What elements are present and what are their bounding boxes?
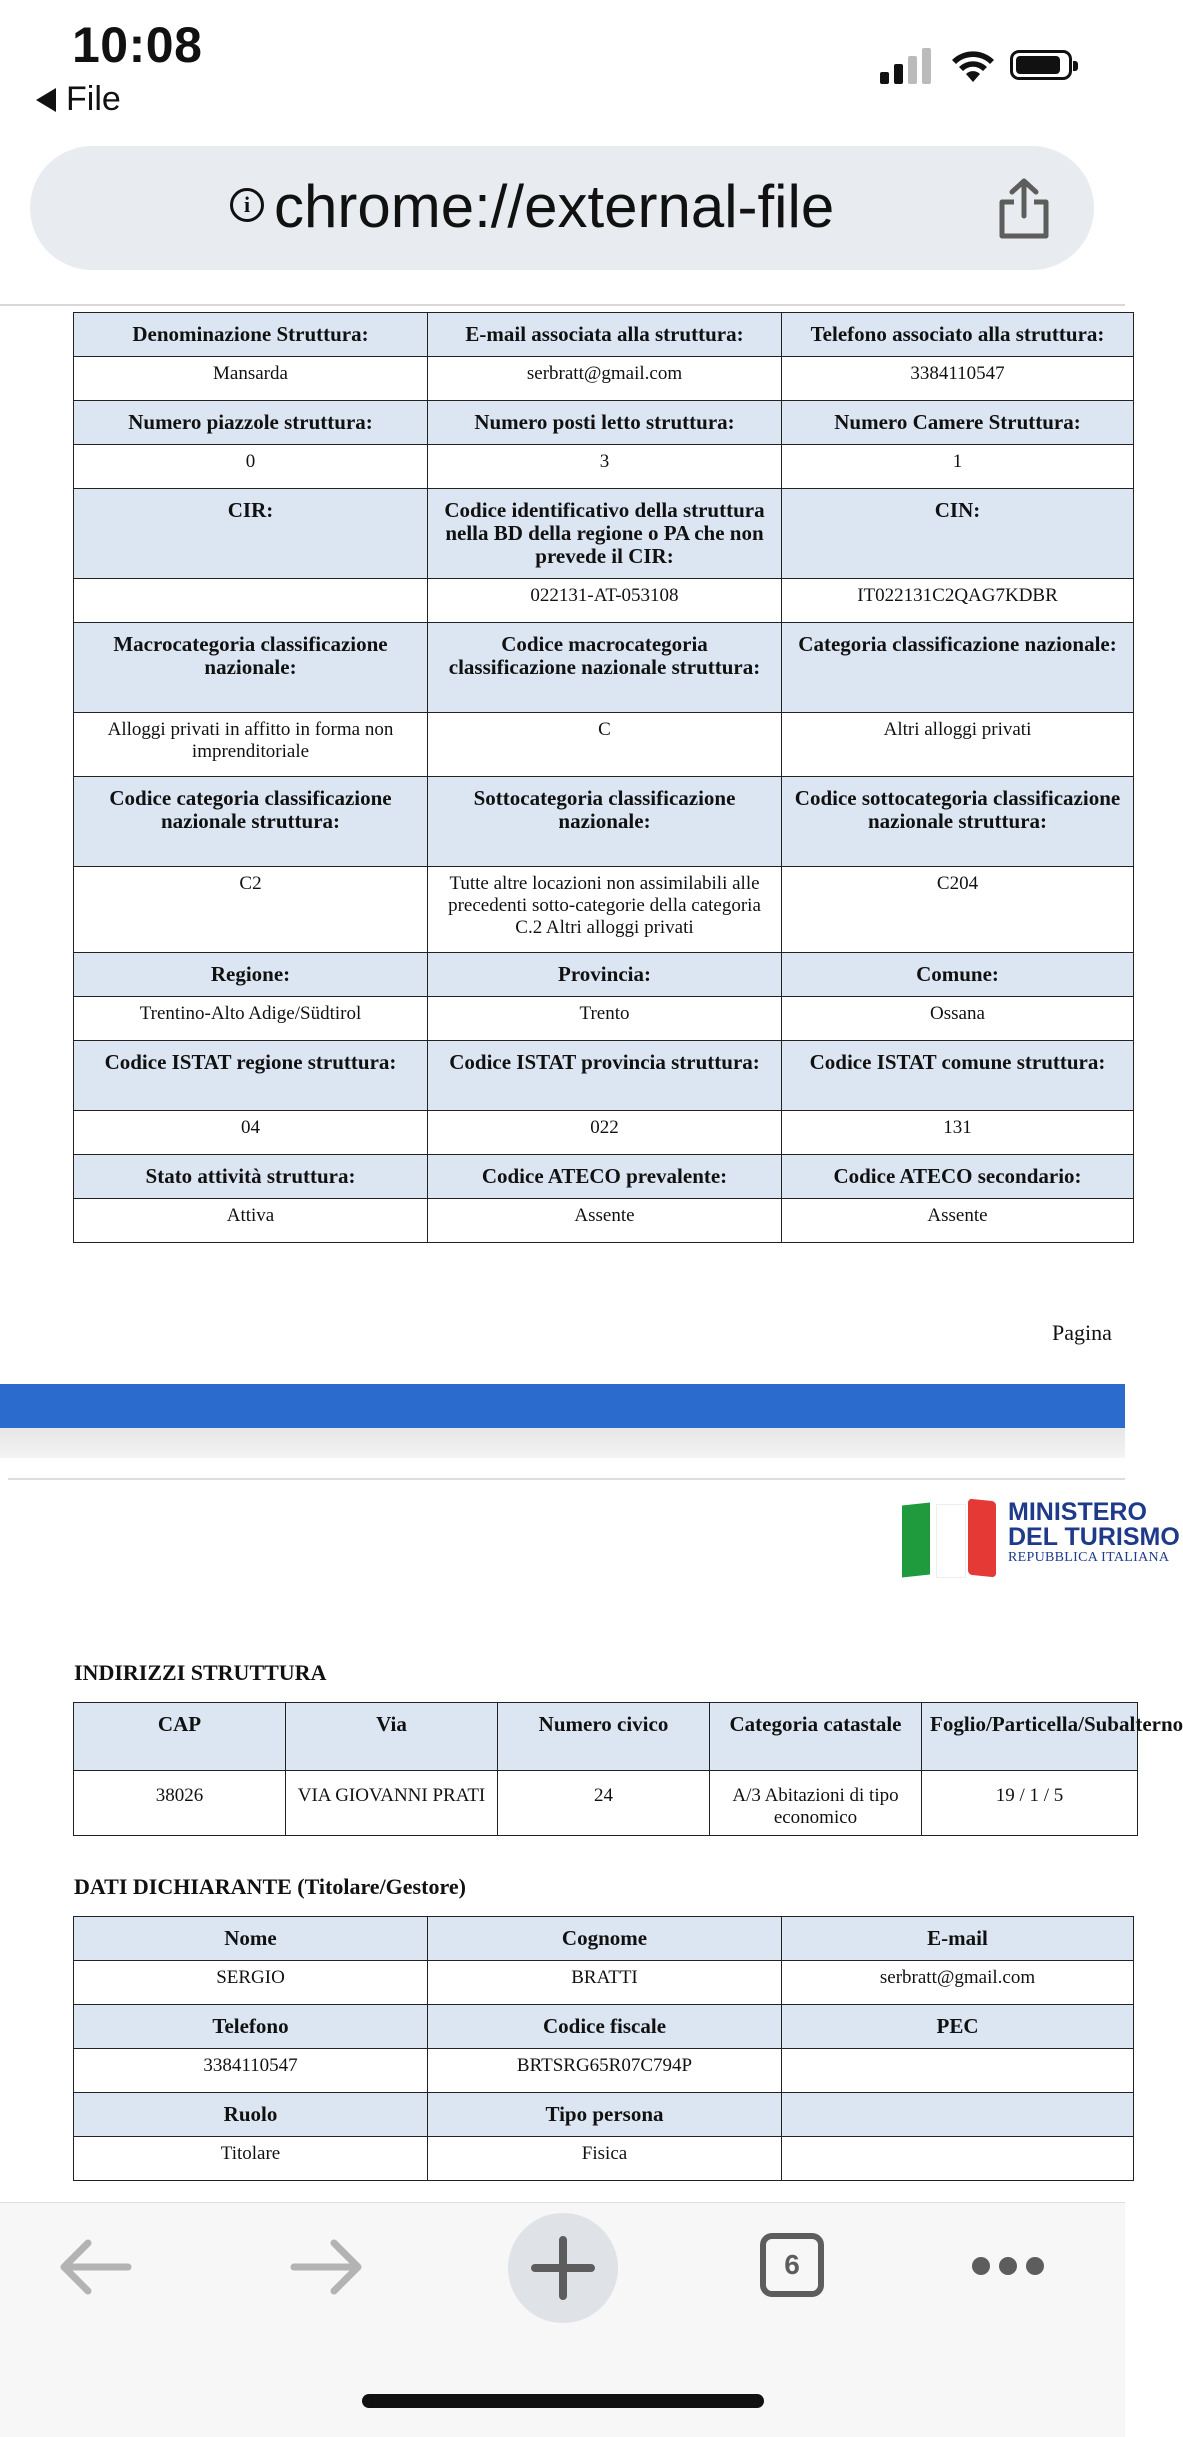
- address-cell: 24: [498, 1771, 710, 1836]
- table-cell: 0: [74, 445, 428, 489]
- address-header-cell: Foglio/Particella/Subalterno: [922, 1703, 1138, 1771]
- address-cell: 19 / 1 / 5: [922, 1771, 1138, 1836]
- table-cell: Fisica: [428, 2137, 782, 2181]
- table-header-cell: Regione:: [74, 953, 428, 997]
- table-header-cell: Codice ATECO prevalente:: [428, 1155, 782, 1199]
- plus-icon: [508, 2213, 618, 2323]
- table-cell: [782, 2137, 1134, 2181]
- address-header-cell: Categoria catastale: [710, 1703, 922, 1771]
- table-header-cell: Codice macrocategoria classificazione nazionale struttura:: [428, 623, 782, 713]
- table-header-row: [74, 2093, 1134, 2137]
- table-row: [74, 445, 1134, 489]
- table-cell: 022: [428, 1111, 782, 1155]
- table-header-cell: Macrocategoria classificazione nazionale:: [74, 623, 428, 713]
- table-cell: SERGIO: [74, 1961, 428, 2005]
- table-cell: Mansarda: [74, 357, 428, 401]
- table-cell: Trento: [428, 997, 782, 1041]
- table-cell: 3384110547: [782, 357, 1134, 401]
- italian-flag-logo: [902, 1498, 1002, 1578]
- wifi-icon: [950, 48, 996, 84]
- more-icon[interactable]: [970, 2255, 1046, 2277]
- table-header-cell: PEC: [782, 2005, 1134, 2049]
- address-cell: 38026: [74, 1771, 286, 1836]
- address-header-cell: CAP: [74, 1703, 286, 1771]
- address-bar[interactable]: [30, 146, 1094, 270]
- table-header-row: [74, 1041, 1134, 1111]
- table-cell: Attiva: [74, 1199, 428, 1243]
- page-number-label: Pagina: [1052, 1320, 1112, 1345]
- pdf-viewer[interactable]: [0, 304, 1183, 2202]
- table-row: [74, 997, 1134, 1041]
- table-header-cell: Cognome: [428, 1917, 782, 1961]
- table-header-cell: Ruolo: [74, 2093, 428, 2137]
- table-row: [74, 1111, 1134, 1155]
- table-cell: [782, 2049, 1134, 2093]
- table-cell: Trentino-Alto Adige/Südtirol: [74, 997, 428, 1041]
- table-header-row: [74, 2005, 1134, 2049]
- table-cell: Assente: [782, 1199, 1134, 1243]
- declarant-title: DATI DICHIARANTE (Titolare/Gestore): [74, 1874, 466, 1899]
- table-cell: 04: [74, 1111, 428, 1155]
- table-header-cell: Denominazione Struttura:: [74, 313, 428, 357]
- home-indicator[interactable]: [362, 2394, 764, 2408]
- table-cell: C204: [782, 867, 1134, 953]
- table-row: [74, 2049, 1134, 2093]
- table-header-cell: Comune:: [782, 953, 1134, 997]
- table-cell: Altri alloggi privati: [782, 713, 1134, 777]
- table-cell: Ossana: [782, 997, 1134, 1041]
- table-header-cell: Telefono associato alla struttura:: [782, 313, 1134, 357]
- logo-line-1: MINISTERO: [1008, 1498, 1147, 1526]
- table-row: [74, 579, 1134, 623]
- table-header-cell: CIR:: [74, 489, 428, 579]
- table-header-cell: E-mail associata alla struttura:: [428, 313, 782, 357]
- status-time: 10:08: [72, 17, 203, 73]
- table-cell: serbratt@gmail.com: [428, 357, 782, 401]
- table-header-cell: E-mail: [782, 1917, 1134, 1961]
- back-triangle-icon: [36, 88, 56, 112]
- table-cell: [74, 579, 428, 623]
- table-header-cell: [782, 2093, 1134, 2137]
- table-header-cell: Tipo persona: [428, 2093, 782, 2137]
- page-separator-bar: [0, 1384, 1125, 1428]
- table-header-cell: Codice sottocategoria classificazione nazionale struttura:: [782, 777, 1134, 867]
- back-to-app-button[interactable]: [36, 80, 121, 119]
- table-header-cell: Nome: [74, 1917, 428, 1961]
- address-header-cell: Numero civico: [498, 1703, 710, 1771]
- table-cell: 022131-AT-053108: [428, 579, 782, 623]
- table-header-cell: Provincia:: [428, 953, 782, 997]
- url-text[interactable]: chrome://external-file: [274, 173, 835, 240]
- table-header-cell: Codice ISTAT provincia struttura:: [428, 1041, 782, 1111]
- divider: [8, 1478, 1125, 1480]
- new-tab-button[interactable]: [508, 2213, 618, 2323]
- table-cell: serbratt@gmail.com: [782, 1961, 1134, 2005]
- table-header-cell: Codice identificativo della struttura nella BD della regione o PA che non prevede il CIR:: [428, 489, 782, 579]
- ministry-logo-text: [1008, 1500, 1180, 1566]
- forward-arrow-icon[interactable]: [290, 2237, 364, 2297]
- address-cell: VIA GIOVANNI PRATI: [286, 1771, 498, 1836]
- table-row: [74, 2137, 1134, 2181]
- table-cell: 1: [782, 445, 1134, 489]
- table-header-cell: Telefono: [74, 2005, 428, 2049]
- divider: [0, 304, 1125, 306]
- table-row: [74, 867, 1134, 953]
- page-gap: [0, 1428, 1125, 1458]
- back-to-app-label: File: [66, 80, 121, 118]
- table-row: [74, 713, 1134, 777]
- share-icon[interactable]: [996, 178, 1052, 240]
- table-row: [74, 357, 1134, 401]
- address-header-cell: Via: [286, 1703, 498, 1771]
- table-row: [74, 1199, 1134, 1243]
- table-header-cell: Codice ATECO secondario:: [782, 1155, 1134, 1199]
- table-cell: BRTSRG65R07C794P: [428, 2049, 782, 2093]
- table-cell: 3384110547: [74, 2049, 428, 2093]
- table-header-cell: Categoria classificazione nazionale:: [782, 623, 1134, 713]
- table-header-row: [74, 1917, 1134, 1961]
- table-cell: C2: [74, 867, 428, 953]
- table-header-cell: CIN:: [782, 489, 1134, 579]
- table-header-cell: Numero Camere Struttura:: [782, 401, 1134, 445]
- back-arrow-icon[interactable]: [58, 2237, 132, 2297]
- table-header-cell: Codice fiscale: [428, 2005, 782, 2049]
- table-cell: C: [428, 713, 782, 777]
- address-cell: A/3 Abitazioni di tipo economico: [710, 1771, 922, 1836]
- structure-table: [73, 312, 1134, 1243]
- table-cell: Assente: [428, 1199, 782, 1243]
- table-cell: Titolare: [74, 2137, 428, 2181]
- table-cell: Alloggi privati in affitto in forma non imprenditoriale: [74, 713, 428, 777]
- table-cell: Tutte altre locazioni non assimilabili alle precedenti sotto-categorie della categoria C.2 Altri alloggi privati: [428, 867, 782, 953]
- table-header-row: [74, 953, 1134, 997]
- logo-line-3: REPUBBLICA ITALIANA: [1008, 1550, 1170, 1565]
- table-header-cell: Sottocategoria classificazione nazionale:: [428, 777, 782, 867]
- table-header-row: [74, 313, 1134, 357]
- table-cell: 3: [428, 445, 782, 489]
- table-header-cell: Numero posti letto struttura:: [428, 401, 782, 445]
- table-row: [74, 1961, 1134, 2005]
- status-bar: [0, 0, 1125, 140]
- table-header-row: [74, 401, 1134, 445]
- address-table: [73, 1702, 1183, 1836]
- table-cell: BRATTI: [428, 1961, 782, 2005]
- table-header-cell: Codice ISTAT comune struttura:: [782, 1041, 1134, 1111]
- table-cell: 131: [782, 1111, 1134, 1155]
- table-header-row: [74, 777, 1134, 867]
- table-header-cell: Codice ISTAT regione struttura:: [74, 1041, 428, 1111]
- battery-icon: [1010, 50, 1072, 80]
- signal-icon: [880, 48, 931, 84]
- table-header-row: [74, 1155, 1134, 1199]
- table-header-cell: Numero piazzole struttura:: [74, 401, 428, 445]
- info-icon[interactable]: i: [230, 188, 264, 222]
- table-header-row: [74, 623, 1134, 713]
- logo-line-2: DEL TURISMO: [1008, 1523, 1180, 1551]
- table-header-cell: Codice categoria classificazione nazionale struttura:: [74, 777, 428, 867]
- table-header-row: [74, 489, 1134, 579]
- declarant-table: [73, 1916, 1134, 2181]
- addresses-title: INDIRIZZI STRUTTURA: [74, 1660, 327, 1685]
- table-cell: IT022131C2QAG7KDBR: [782, 579, 1134, 623]
- tabs-icon[interactable]: 6: [760, 2233, 824, 2297]
- table-header-cell: Stato attività struttura:: [74, 1155, 428, 1199]
